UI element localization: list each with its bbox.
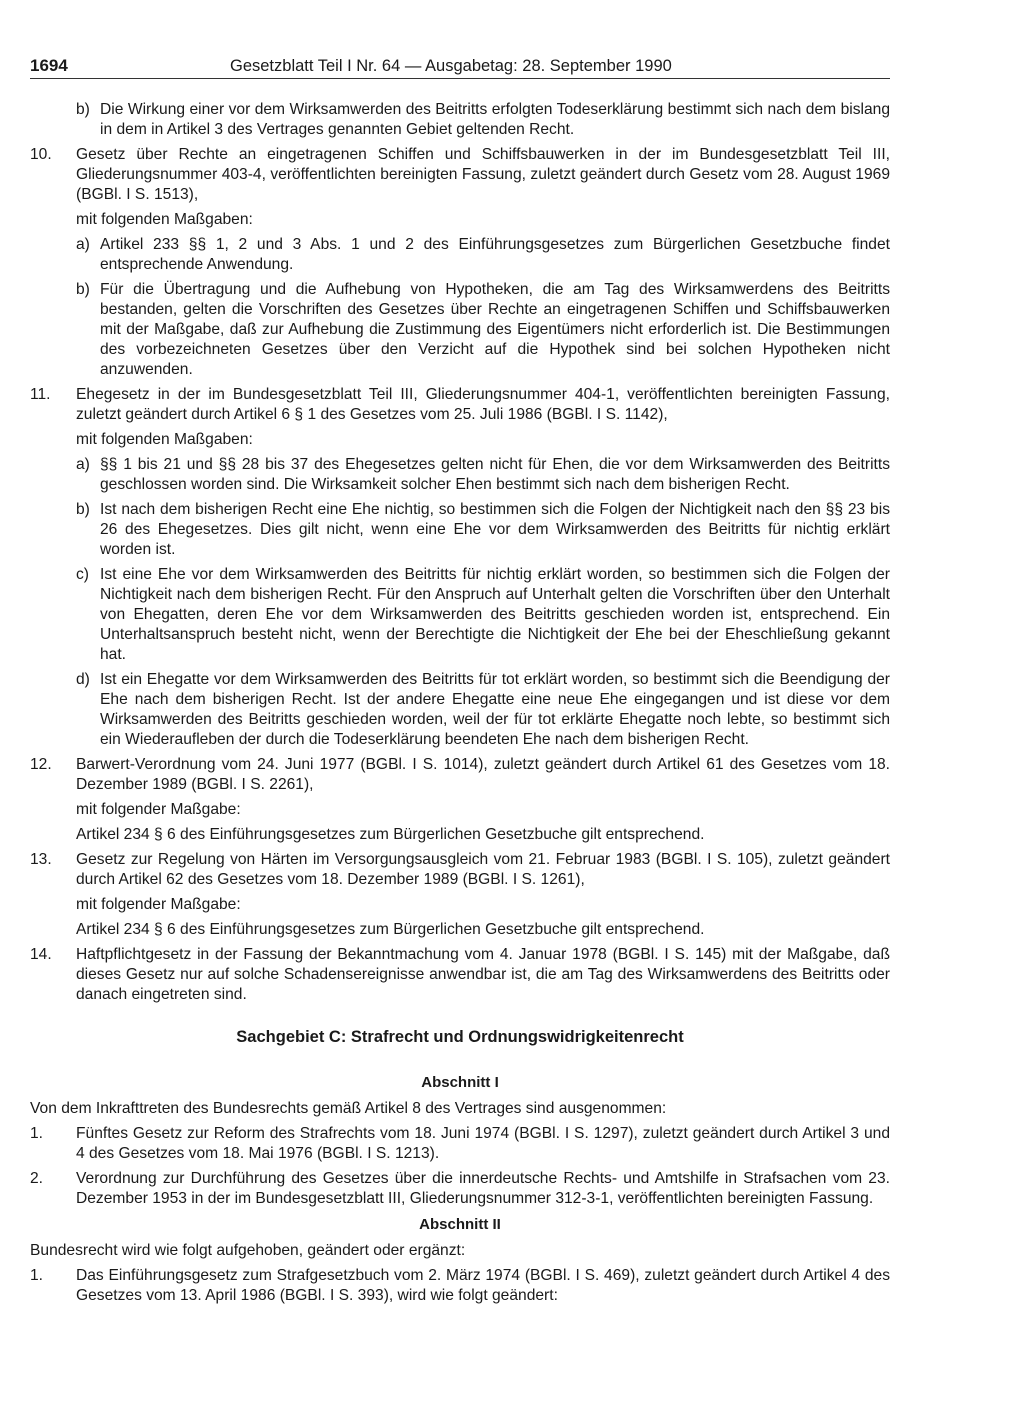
item-number: 2. (30, 1170, 44, 1187)
item-intro: mit folgenden Maßgaben: (76, 431, 253, 448)
list-item (30, 945, 890, 1005)
item-text: Die Wirkung einer vor dem Wirksamwerden des Beitritts erfolgten Todeserklärung bestimmt sich nach dem bislang in dem in Artikel 3 des Vertrages genannten Gebiet geltenden Recht. (100, 101, 890, 138)
subsection-intro: Bundesrecht wird wie folgt aufgehoben, geändert oder ergänzt: (30, 1242, 466, 1259)
list-item (30, 670, 890, 750)
list-item (30, 755, 890, 795)
item-text: Ist nach dem bisherigen Recht eine Ehe nichtig, so bestimmen sich die Folgen der Nichtigkeit nach den §§ 23 bis 26 des Ehegesetzes. Dies gilt nicht, wenn eine Ehe vor dem Wirksamwerden des Beitritts für nichtig erklärt worden ist. (100, 501, 890, 558)
list-item (30, 100, 890, 140)
item-number: 13. (30, 851, 52, 868)
item-text: Verordnung zur Durchführung des Gesetzes über die innerdeutsche Rechts- und Amtshilfe in Strafsachen vom 23. Dezember 1953 in der im Bundesgesetzblatt III, Gliederungsnummer 312-3-1, veröffentlichten bereinigten Fassung. (76, 1170, 890, 1207)
item-detail: Artikel 234 § 6 des Einführungsgesetzes zum Bürgerlichen Gesetzbuche gilt entsprechend. (76, 826, 705, 843)
publication-title: Gesetzblatt Teil I Nr. 64 — Ausgabetag: 28. September 1990 (230, 57, 672, 75)
header-rule (30, 78, 890, 79)
page-header (30, 56, 890, 80)
item-number: 14. (30, 946, 52, 963)
item-detail: Artikel 234 § 6 des Einführungsgesetzes zum Bürgerlichen Gesetzbuche gilt entsprechend. (76, 921, 705, 938)
list-item (30, 385, 890, 425)
subsection-intro: Von dem Inkrafttreten des Bundesrechts gemäß Artikel 8 des Vertrages sind ausgenommen: (30, 1100, 667, 1117)
item-text: Fünftes Gesetz zur Reform des Strafrechts vom 18. Juni 1974 (BGBl. I S. 1297), zuletzt geändert durch Artikel 3 und 4 des Gesetzes vom 18. Mai 1976 (BGBl. I S. 1213). (76, 1125, 890, 1162)
item-text: Das Einführungsgesetz zum Strafgesetzbuch vom 2. März 1974 (BGBl. I S. 469), zuletzt geändert durch Artikel 4 des Gesetzes vom 13. April 1986 (BGBl. I S. 393), wird wie folgt geändert: (76, 1267, 890, 1304)
list-item (30, 850, 890, 890)
section-heading: Sachgebiet C: Strafrecht und Ordnungswidrigkeitenrecht (236, 1028, 684, 1046)
list-item (30, 500, 890, 560)
list-item (30, 1266, 890, 1306)
list-item (30, 280, 890, 380)
item-label: b) (76, 501, 90, 518)
list-item (30, 1169, 890, 1209)
item-text: Haftpflichtgesetz in der Fassung der Bekanntmachung vom 4. Januar 1978 (BGBl. I S. 145) mit der Maßgabe, daß dieses Gesetz nur auf solche Schadensereignisse anwendbar ist, die am Tag des Wirksamwerdens des Beitritts oder danach eingetreten sind. (76, 946, 890, 1003)
document-body (30, 100, 890, 1311)
item-label: a) (76, 456, 90, 473)
subsection-heading: Abschnitt II (419, 1216, 501, 1233)
item-intro: mit folgender Maßgabe: (76, 896, 241, 913)
item-intro: mit folgender Maßgabe: (76, 801, 241, 818)
list-item (30, 455, 890, 495)
list-item (30, 565, 890, 665)
item-label: b) (76, 101, 90, 118)
item-intro: mit folgenden Maßgaben: (76, 211, 253, 228)
item-text: Gesetz zur Regelung von Härten im Versorgungsausgleich vom 21. Februar 1983 (BGBl. I S. 105), zuletzt geändert durch Artikel 62 des Gesetzes vom 18. Dezember 1989 (BGBl. I S. 1261), (76, 851, 890, 888)
item-label: a) (76, 236, 90, 253)
list-item (30, 145, 890, 205)
item-text: Ist ein Ehegatte vor dem Wirksamwerden des Beitritts für tot erklärt worden, so bestimmt sich die Beendigung der Ehe nach dem bisherigen Recht. Ist der andere Ehegatte eine neue Ehe eingegangen und ist diese vor dem Wirksamwerden des Beitritts geschieden worden, weil der für tot erklärte Ehegatte noch lebte, so bestimmt sich ein Wiederaufleben der durch die Todeserklärung beendeten Ehe nach dem bisherigen Recht. (100, 671, 890, 748)
item-number: 1. (30, 1267, 44, 1284)
item-text: §§ 1 bis 21 und §§ 28 bis 37 des Ehegesetzes gelten nicht für Ehen, die vor dem Wirksamwerden des Beitritts geschlossen worden sind. Die Wirksamkeit solcher Ehen bestimmt sich nach dem bisherigen Recht. (100, 456, 890, 493)
item-number: 12. (30, 756, 52, 773)
item-text: Ehegesetz in der im Bundesgesetzblatt Teil III, Gliederungsnummer 404-1, veröffentlichten bereinigten Fassung, zuletzt geändert durch Artikel 6 § 1 des Gesetzes vom 25. Juli 1986 (BGBl. I S. 1142), (76, 386, 890, 423)
item-number: 1. (30, 1125, 44, 1142)
page-number: 1694 (30, 56, 68, 75)
subsection-heading: Abschnitt I (421, 1074, 499, 1091)
item-label: c) (76, 566, 89, 583)
item-text: Für die Übertragung und die Aufhebung von Hypotheken, die am Tag des Wirksamwerdens des Beitritts bestanden, gelten die Vorschriften des Gesetzes über Rechte an eingetragenen Schiffen und Schiffsbauwerken mit der Maßgabe, daß zur Aufhebung die Zustimmung des Eigentümers nicht erforderlich ist. Die Bestimmungen des vorbezeichneten Gesetzes über den Verzicht auf die Hypothek sind bei solchen Hypotheken nicht anzuwenden. (100, 281, 890, 378)
list-item (30, 1124, 890, 1164)
item-label: b) (76, 281, 90, 298)
item-number: 10. (30, 146, 52, 163)
list-item (30, 235, 890, 275)
item-text: Barwert-Verordnung vom 24. Juni 1977 (BGBl. I S. 1014), zuletzt geändert durch Artikel 61 des Gesetzes vom 18. Dezember 1989 (BGBl. I S. 2261), (76, 756, 890, 793)
item-text: Artikel 233 §§ 1, 2 und 3 Abs. 1 und 2 des Einführungsgesetzes zum Bürgerlichen Gesetzbuche findet entsprechende Anwendung. (100, 236, 890, 273)
item-number: 11. (30, 386, 51, 403)
item-text: Gesetz über Rechte an eingetragenen Schiffen und Schiffsbauwerken in der im Bundesgesetzblatt Teil III, Gliederungsnummer 403-4, veröffentlichten bereinigten Fassung, zuletzt geändert durch Gesetz vom 28. August 1969 (BGBl. I S. 1513), (76, 146, 890, 203)
item-label: d) (76, 671, 90, 688)
item-text: Ist eine Ehe vor dem Wirksamwerden des Beitritts für nichtig erklärt worden, so bestimmen sich die Folgen der Nichtigkeit nach dem bisherigen Recht. Für den Anspruch auf Unterhalt gelten die Vorschriften über den Unterhalt von Ehegatten, deren Ehe vor dem Wirksamwerden des Beitritts geschieden worden ist, entsprechend. Ein Unterhaltsanspruch besteht nicht, wenn der Berechtigte die Nichtigkeit der Ehe bei der Eheschließung gekannt hat. (100, 566, 890, 663)
